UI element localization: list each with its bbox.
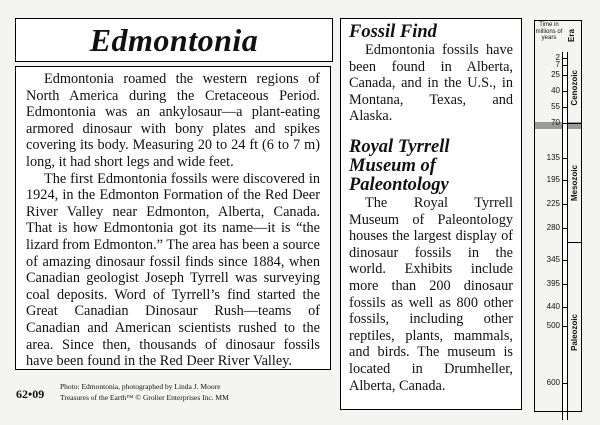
era-label-mesozoic: Mesozoic xyxy=(568,123,581,243)
timeline-tick xyxy=(562,307,567,308)
card-code: 62•09 xyxy=(16,387,45,401)
card-title: Edmontonia xyxy=(89,21,259,58)
geologic-timeline xyxy=(534,20,582,412)
timeline-tick-label: 600 xyxy=(546,378,560,387)
time-header: Time in millions of years xyxy=(535,22,563,41)
title-box xyxy=(15,18,333,62)
museum-heading: Royal Tyrrell Museum of Paleontology xyxy=(349,136,450,195)
timeline-tick-label: 70 xyxy=(551,118,560,127)
photo-credit: Photo: Edmontonia, photographed by Linda J. Moore xyxy=(60,382,221,391)
timeline-tick-label: 440 xyxy=(546,302,560,311)
timeline-tick xyxy=(562,284,567,285)
timeline-tick xyxy=(562,260,567,261)
paragraph-2: The first Edmontonia fossils were discovered in 1924, in the Edmonton Formation of the Red Deer River Valley near Edmonton, Alberta, Canada. That is how Edmontonia got its name—it is “the lizard from Edmonton.” The area has been a source of amazing dinosaur fossil finds since 1884, when Canadian geologist Joseph Tyrrell was surveying coal deposits. Word of Tyrrell’s find started the Great Canadian Dinosaur Rush—teams of Canadian and American scientists rushed to the area. Since then, thousands of dinosaur fossils have been found in the Red Deer River Valley. xyxy=(26,170,320,370)
timeline-tick-label: 280 xyxy=(546,223,560,232)
timeline-tick xyxy=(562,158,567,159)
timeline-tick xyxy=(562,58,567,59)
timeline-tick-label: 2 xyxy=(555,53,560,62)
timeline-tick-label: 25 xyxy=(551,70,560,79)
timeline-tick-label: 40 xyxy=(551,86,560,95)
fossil-find-heading: Fossil Find xyxy=(349,22,437,42)
timeline-tick xyxy=(562,65,567,66)
timeline-tick xyxy=(562,326,567,327)
timeline-tick-label: 55 xyxy=(551,102,560,111)
timeline-tick-label: 395 xyxy=(546,279,560,288)
timeline-tick xyxy=(562,383,567,384)
timeline-tick xyxy=(562,228,567,229)
timeline-tick-label: 195 xyxy=(546,175,560,184)
sidebar-box xyxy=(340,18,522,410)
museum-text: The Royal Tyrrell Museum of Paleontology houses the largest display of dinosaur fossils in the world. Exhibits include more than 200 dinosaur fossils as well as 800 other fossils, including other reptiles, plants, mammals, and birds. The museum is located in Drumheller, Alberta, Canada. xyxy=(349,194,513,394)
timeline-tick-label: 500 xyxy=(546,321,560,330)
era-label-paleozoic: Paleozoic xyxy=(568,242,581,421)
timeline-tick-label: 135 xyxy=(546,153,560,162)
era-label-cenozoic: Cenozoic xyxy=(570,69,579,106)
timeline-tick-label: 225 xyxy=(546,199,560,208)
timeline-tick-label: 345 xyxy=(546,255,560,264)
timeline-tick xyxy=(562,180,567,181)
timeline-tick-label: 7 xyxy=(555,60,560,69)
timeline-tick xyxy=(562,91,567,92)
timeline-tick xyxy=(562,123,567,124)
timeline-tick xyxy=(562,107,567,108)
paragraph-1: Edmontonia roamed the western regions of North America during the Cretaceous Period. Edmontonia was an ankylosaur—a plant-eating armored dinosaur with bony plates and spikes covering its body. Measuring 20 to 24 ft (6 to 7 m) long, it had short legs and wide feet. xyxy=(26,71,320,170)
credits xyxy=(60,381,350,403)
copyright: Treasures of the Earth™ © Grolier Enterprises Inc. MM xyxy=(60,393,229,402)
timeline-tick xyxy=(562,75,567,76)
era-header: Era xyxy=(567,29,576,43)
timeline-tick xyxy=(562,204,567,205)
fossil-find-text: Edmontonia fossils have been found in Alberta, Canada, and in the U.S., in Montana, Texas, and Alaska. xyxy=(349,42,513,125)
main-text-box xyxy=(15,66,331,370)
